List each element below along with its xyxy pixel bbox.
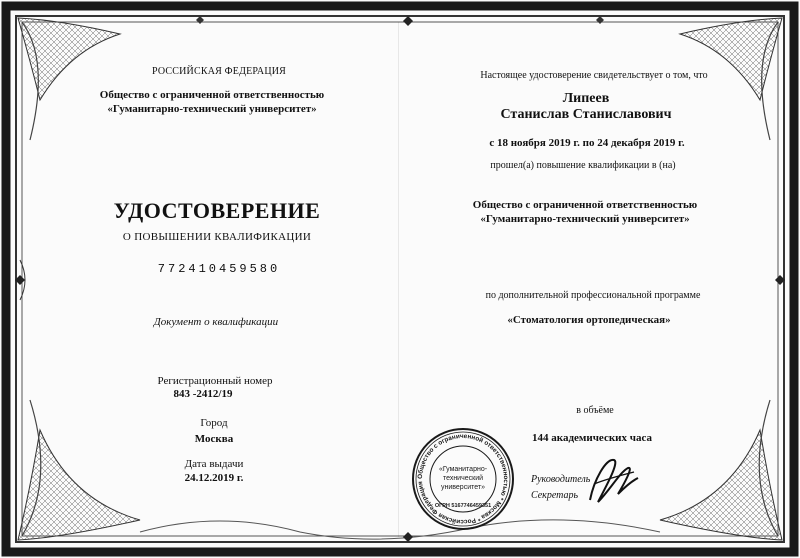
center-fold xyxy=(398,22,399,537)
document-kind: Документ о квалификации xyxy=(153,316,279,328)
certifies-statement: Настоящее удостоверение свидетельствует о том, что xyxy=(480,70,708,81)
registration-number-value: 843 -2412/19 xyxy=(173,388,233,400)
training-org-line1: Общество с ограниченной ответственностью xyxy=(472,199,698,211)
corner-ornament-top-left xyxy=(18,18,120,140)
issuer-org-line1: Общество с ограниченной ответственностью xyxy=(99,89,325,101)
seal-center-line1: «Гуманитарно- xyxy=(438,466,488,473)
program-name: «Стоматология ортопедическая» xyxy=(507,314,671,326)
organization-seal xyxy=(411,427,515,531)
city-label: Город xyxy=(200,417,228,429)
corner-ornament-bottom-right xyxy=(660,400,782,540)
passed-statement: прошел(а) повышение квалификации в (на) xyxy=(490,160,676,171)
document-title: УДОСТОВЕРЕНИЕ xyxy=(113,198,321,223)
volume-value: 144 академических часа xyxy=(532,432,652,444)
training-org-line2: «Гуманитарно-технический университет» xyxy=(480,213,690,225)
head-signatory-role: Руководитель xyxy=(531,474,591,485)
registration-number-label: Регистрационный номер xyxy=(157,375,273,387)
seal-ring-text: Общество с ограниченной ответственностью * Москва * Российская Федерация xyxy=(416,432,510,526)
training-period: с 18 ноября 2019 г. по 24 декабря 2019 г. xyxy=(489,137,685,149)
secretary-signatory-role: Секретарь xyxy=(531,490,579,501)
document-subtitle: О ПОВЫШЕНИИ КВАЛИФИКАЦИИ xyxy=(122,231,312,243)
seal-center-line3: университет» xyxy=(441,484,485,491)
issue-date-label: Дата выдачи xyxy=(184,458,244,470)
issuer-org-line2: «Гуманитарно-технический университет» xyxy=(107,103,317,115)
program-label: по дополнительной профессиональной программе xyxy=(485,290,701,301)
seal-center-line2: технический xyxy=(442,475,484,482)
country-label: РОССИЙСКАЯ ФЕДЕРАЦИЯ xyxy=(151,66,287,77)
corner-ornament-bottom-left xyxy=(18,400,140,540)
city-value: Москва xyxy=(194,433,234,445)
holder-given-names: Станислав Станиславович xyxy=(500,107,672,122)
volume-label: в объёме xyxy=(576,405,614,416)
holder-surname: Липеев xyxy=(562,91,610,106)
issue-date-value: 24.12.2019 г. xyxy=(184,472,244,484)
document-number: 772410459580 xyxy=(157,262,281,276)
signature xyxy=(584,450,640,510)
seal-ogrn: ОГРН 5167746459351 xyxy=(434,503,492,509)
